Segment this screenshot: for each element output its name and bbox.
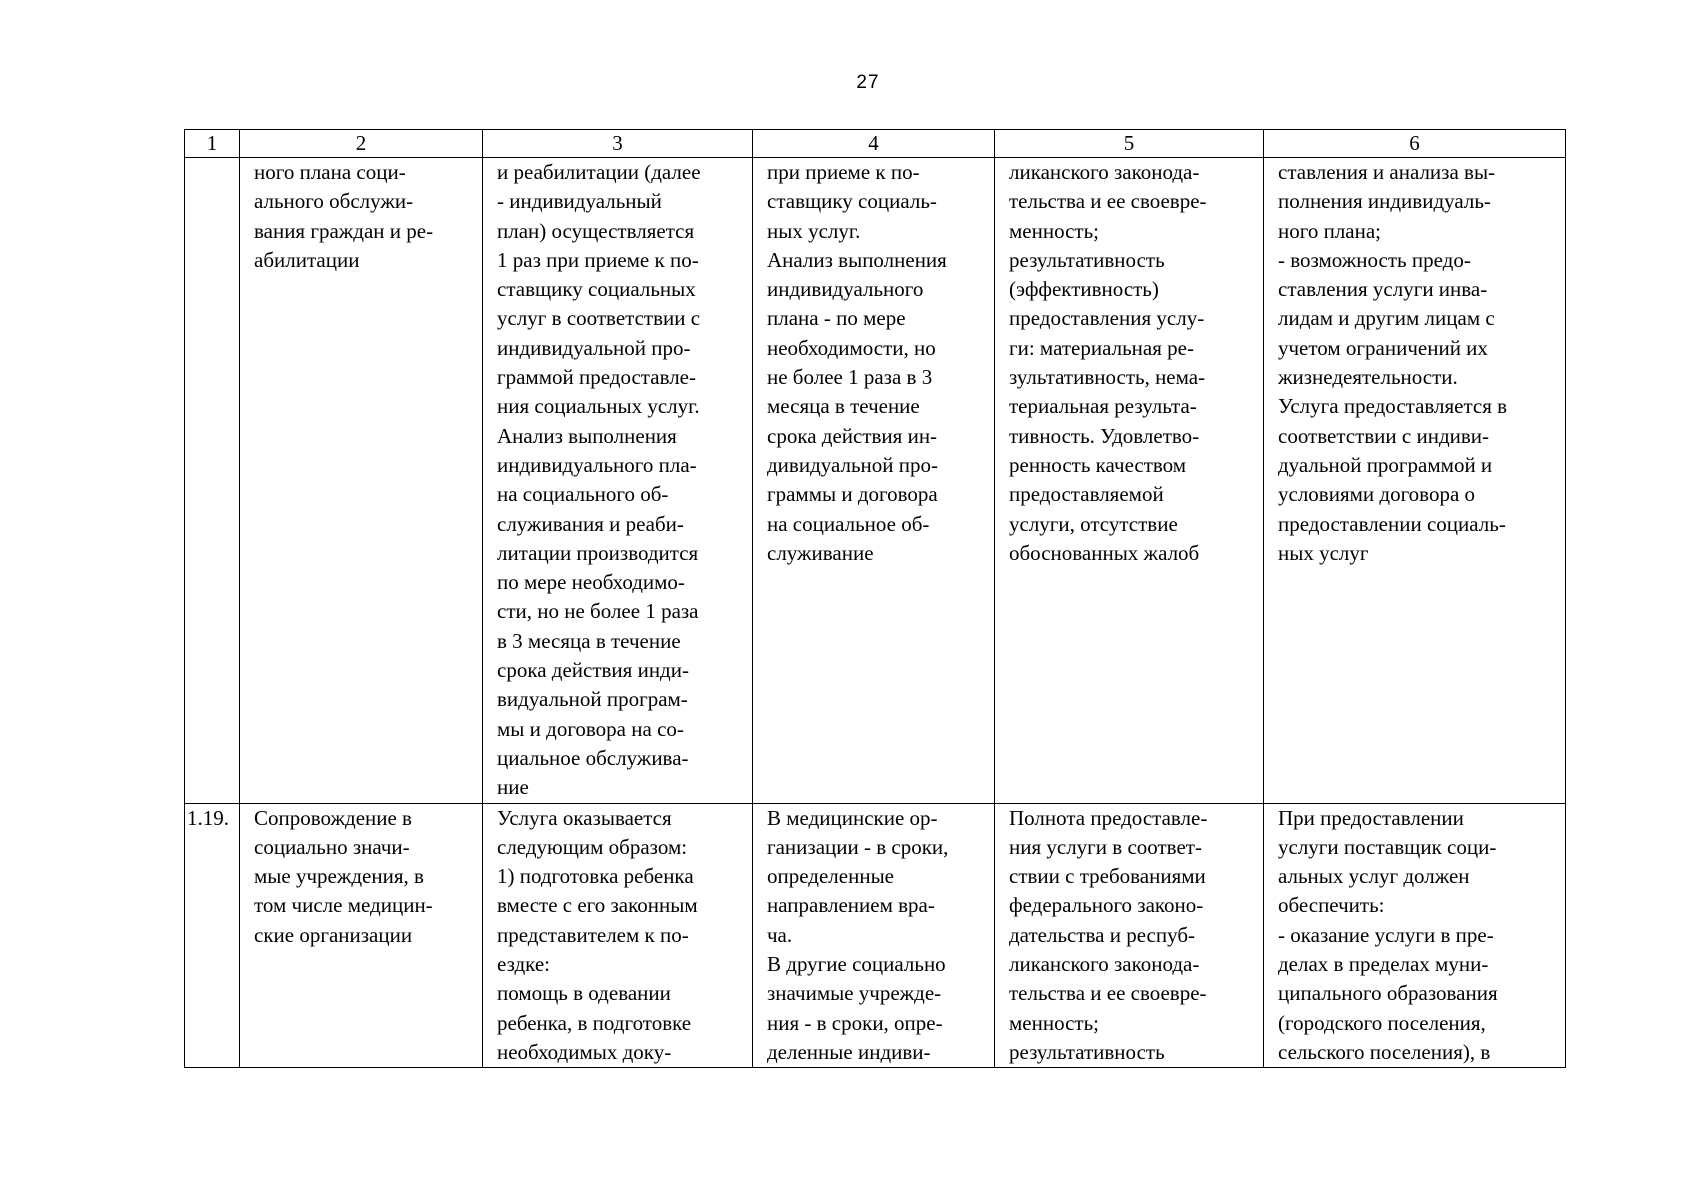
cell-text-line: вания граждан и ре- [254, 218, 434, 243]
cell-text-line: индивидуального пла- [497, 452, 697, 477]
cell-text-line: предоставляемой [1009, 482, 1164, 507]
table-row [185, 803, 1566, 1068]
cell-text-line: ние [497, 775, 529, 800]
cell-text-line: ские организации [254, 922, 413, 947]
table-cell-col-3 [483, 803, 753, 1068]
cell-text-line: циальное обслужива- [497, 745, 689, 770]
cell-text-line: - оказание услуги в пре- [1278, 922, 1494, 947]
column-header: 6 [1264, 130, 1566, 158]
cell-text-line: обеспечить: [1278, 893, 1385, 918]
table-cell-col-2 [240, 803, 483, 1068]
cell-text-line: ездке: [497, 952, 551, 977]
cell-text-line: ных услуг [1278, 540, 1369, 565]
cell-text-line: Услуга предоставляется в [1278, 394, 1508, 419]
cell-text-line: - возможность предо- [1278, 247, 1471, 272]
cell-text-line: значимые учрежде- [767, 981, 942, 1006]
cell-text-line: Анализ выполнения [767, 247, 947, 272]
column-header: 1 [185, 130, 240, 158]
cell-text-line: ния услуги в соответ- [1009, 834, 1202, 859]
column-header: 4 [753, 130, 995, 158]
cell-text-line: ствии с требованиями [1009, 864, 1206, 889]
cell-text-line: план) осуществляется [497, 218, 695, 243]
cell-text-line: при приеме к по- [767, 160, 920, 184]
cell-text-line: индивидуального [767, 277, 924, 302]
cell-text-line: граммой предоставле- [497, 365, 696, 390]
cell-text-line: тельства и ее своевре- [1009, 981, 1207, 1006]
cell-text-line: В другие социально [767, 952, 946, 977]
cell-text-line: ставления услуги инва- [1278, 277, 1488, 302]
cell-text-line: Сопровождение в [254, 805, 412, 830]
cell-text-line: служивания и реаби- [497, 511, 684, 536]
row-number-cell [185, 158, 240, 804]
cell-text-line: менность; [1009, 218, 1100, 243]
cell-text-line: ных услуг. [767, 218, 861, 243]
cell-text-line: ча. [767, 922, 793, 947]
cell-text-line: месяца в течение [767, 394, 920, 419]
table-cell-col-4 [753, 158, 995, 804]
cell-text-line: сти, но не более 1 раза [497, 599, 699, 624]
table-cell-col-3 [483, 158, 753, 804]
cell-text-line: социально значи- [254, 834, 410, 859]
cell-text-line: помощь в одевании [497, 981, 671, 1006]
cell-text-line: учетом ограничений их [1278, 335, 1488, 360]
cell-text-line: абилитации [254, 247, 360, 272]
cell-text-line: ставления и анализа вы- [1278, 160, 1496, 184]
cell-text-line: ставщику социаль- [767, 189, 937, 214]
table-cell-col-6 [1264, 803, 1566, 1068]
cell-text-line: зультативность, нема- [1009, 365, 1206, 390]
cell-text-line: результативность [1009, 1039, 1165, 1064]
cell-text-line: ципального образования [1278, 981, 1498, 1006]
table-cell-col-5 [995, 803, 1264, 1068]
cell-text-line: Анализ выполнения [497, 423, 677, 448]
cell-text-line: (эффективность) [1009, 277, 1159, 302]
cell-text-line: в 3 месяца в течение [497, 628, 681, 653]
cell-text-line: альных услуг должен [1278, 864, 1470, 889]
table-cell-col-5 [995, 158, 1264, 804]
column-header: 5 [995, 130, 1264, 158]
cell-text-line: срока действия инди- [497, 658, 689, 683]
cell-text-line: вместе с его законным [497, 893, 698, 918]
cell-text-line: федерального законо- [1009, 893, 1204, 918]
cell-text-line: Услуга оказывается [497, 805, 672, 830]
cell-text-line: услуги, отсутствие [1009, 511, 1178, 536]
cell-text-line: ного плана соци- [254, 160, 406, 184]
cell-text-line: тельства и ее своевре- [1009, 189, 1207, 214]
cell-text-line: ликанского законода- [1009, 160, 1200, 184]
cell-text-line: необходимых доку- [497, 1039, 672, 1064]
cell-text-line: результативность [1009, 247, 1165, 272]
table-cell-col-4 [753, 803, 995, 1068]
cell-text-line: ребенка, в подготовке [497, 1010, 692, 1035]
cell-text-line: ного плана; [1278, 218, 1382, 243]
cell-text-line: плана - по мере [767, 306, 906, 331]
cell-text-line: и реабилитации (далее [497, 160, 701, 184]
cell-text-line: граммы и договора [767, 482, 938, 507]
header-row [185, 130, 1566, 158]
cell-text-line: дуальной программой и [1278, 452, 1493, 477]
cell-text-line: ликанского законода- [1009, 952, 1200, 977]
cell-text-line: деленные индиви- [767, 1039, 931, 1064]
column-header: 2 [240, 130, 483, 158]
cell-text-line: жизнедеятельности. [1278, 365, 1458, 390]
cell-text-line: ального обслужи- [254, 189, 414, 214]
page-number: 27 [856, 72, 880, 93]
cell-text-line: дательства и респуб- [1009, 922, 1196, 947]
cell-text-line: том числе медицин- [254, 893, 433, 918]
cell-text-line: териальная результа- [1009, 394, 1197, 419]
cell-text-line: на социальное об- [767, 511, 930, 536]
cell-text-line: необходимости, но [767, 335, 936, 360]
table-row [185, 158, 1566, 804]
cell-text-line: Полнота предоставле- [1009, 805, 1208, 830]
cell-text-line: следующим образом: [497, 834, 688, 859]
cell-text-line: обоснованных жалоб [1009, 540, 1200, 565]
cell-text-line: предоставления услу- [1009, 306, 1205, 331]
cell-text-line: ния социальных услуг. [497, 394, 700, 419]
cell-text-line: ния - в сроки, опре- [767, 1010, 943, 1035]
cell-text-line: дивидуальной про- [767, 452, 939, 477]
cell-text-line: (городского поселения, [1278, 1010, 1486, 1035]
cell-text-line: сельского поселения), в [1278, 1039, 1491, 1064]
cell-text-line: мые учреждения, в [254, 864, 424, 889]
cell-text-line: соответствии с индиви- [1278, 423, 1490, 448]
table-cell-col-6 [1264, 158, 1566, 804]
cell-text-line: При предоставлении [1278, 805, 1464, 830]
cell-text-line: тивность. Удовлетво- [1009, 423, 1200, 448]
cell-text-line: делах в пределах муни- [1278, 952, 1489, 977]
cell-text-line: по мере необходимо- [497, 570, 685, 595]
cell-text-line: - индивидуальный [497, 189, 662, 214]
cell-text-line: менность; [1009, 1010, 1100, 1035]
column-header: 3 [483, 130, 753, 158]
cell-text-line: представителем к по- [497, 922, 689, 947]
cell-text-line: условиями договора о [1278, 482, 1476, 507]
cell-text-line: срока действия ин- [767, 423, 938, 448]
row-number-cell [185, 803, 240, 1068]
cell-text-line: видуальной програм- [497, 687, 688, 712]
cell-text-line: индивидуальной про- [497, 335, 691, 360]
cell-text-line: направлением вра- [767, 893, 935, 918]
row-number: 1.19. [187, 805, 229, 830]
cell-text-line: ги: материальная ре- [1009, 335, 1194, 360]
cell-text-line: ганизации - в сроки, [767, 834, 949, 859]
cell-text-line: услуги поставщик соци- [1278, 834, 1497, 859]
cell-text-line: В медицинские ор- [767, 805, 938, 830]
cell-text-line: 1) подготовка ребенка [497, 864, 694, 889]
cell-text-line: услуг в соответствии с [497, 306, 701, 331]
cell-text-line: служивание [767, 540, 874, 565]
cell-text-line: лидам и другим лицам с [1278, 306, 1495, 331]
cell-text-line: на социального об- [497, 482, 669, 507]
table-cell-col-2 [240, 158, 483, 804]
cell-text-line: ренность качеством [1009, 452, 1187, 477]
cell-text-line: мы и договора на со- [497, 716, 684, 741]
cell-text-line: не более 1 раза в 3 [767, 365, 933, 390]
cell-text-line: литации производится [497, 540, 699, 565]
cell-text-line: полнения индивидуаль- [1278, 189, 1491, 214]
cell-text-line: 1 раз при приеме к по- [497, 247, 699, 272]
services-table [184, 129, 1566, 1068]
cell-text-line: ставщику социальных [497, 277, 696, 302]
cell-text-line: определенные [767, 864, 894, 889]
cell-text-line: предоставлении социаль- [1278, 511, 1506, 536]
